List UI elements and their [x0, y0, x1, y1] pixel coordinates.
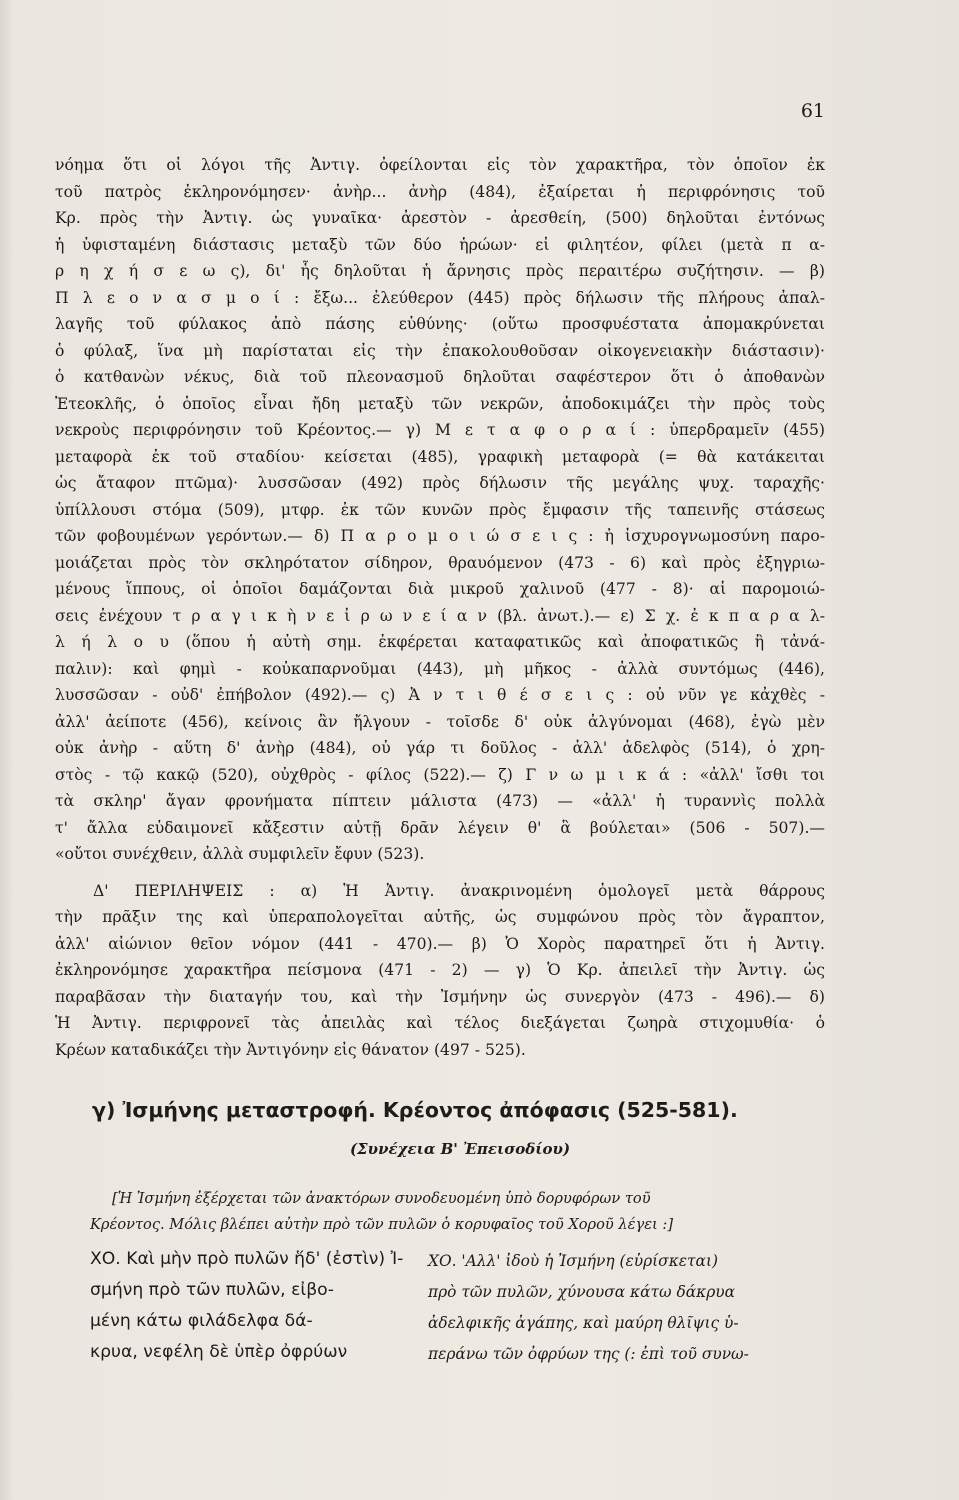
- translation-line: πρὸ τῶν πυλῶν, χύνουσα κάτω δάκρυα: [428, 1283, 735, 1301]
- verse-line: σμήνη πρὸ τῶν πυλῶν, εἰβο-: [90, 1280, 334, 1300]
- text-line: τ' ἄλλα εὐδαιμονεῖ κἄξεστιν αὐτῇ δρᾶν λέγειν θ' ἃ βούλεται» (506 - 507).—: [55, 818, 825, 837]
- stage-direction-line: Κρέοντος. Μόλις βλέπει αὐτὴν πρὸ τῶν πυλῶν ὁ κορυφαῖος τοῦ Χοροῦ λέγει :]: [90, 1216, 674, 1233]
- stage-direction-line: [Ἡ Ἰσμήνη ἐξέρχεται τῶν ἀνακτόρων συνοδευομένη ὑπὸ δορυφόρων τοῦ: [112, 1190, 651, 1207]
- text-line: στὸς - τῷ κακῷ (520), οὐχθρὸς - φίλος (522).— ζ) Γ ν ω μ ι κ ά : «ἀλλ' ἴσθι τοι: [55, 765, 825, 784]
- greek-text-column: [90, 1244, 410, 1368]
- translation-column: [428, 1246, 828, 1370]
- summary-line: Κρέων καταδικάζει τὴν Ἀντιγόνην εἰς θάνατον (497 - 525).: [55, 1040, 526, 1059]
- translation-line: ΧΟ. 'Αλλ' ἰδοὺ ἡ Ἰσμήνη (εὑρίσκεται): [428, 1252, 718, 1270]
- text-line: μοιάζεται πρὸς τὸν σκληρότατον σίδηρον, θραυόμενον (473 - 6) καὶ πρὸς ἐξηγριω-: [55, 553, 825, 572]
- text-line: λαγῆς τοῦ φύλακος ἀπὸ πάσης εὐθύνης· (οὕτω προσφυέστατα ἀπομακρύνεται: [55, 315, 825, 333]
- summary-line: Ἡ Ἀντιγ. περιφρονεῖ τὰς ἀπειλὰς καὶ τέλος διεξάγεται ζωηρὰ στιχομυθία· ὁ: [55, 1014, 825, 1032]
- text-line: νεκροὺς περιφρόνησιν τοῦ Κρέοντος.— γ) Μ ε τ α φ ο ρ α ί : ὑπερδραμεῖν (455): [55, 421, 825, 439]
- verse-line: μένη κάτω φιλάδελφα δά-: [90, 1311, 313, 1331]
- commentary-text: [55, 152, 825, 1063]
- text-line: μένους ἵππους, οἱ ὁποῖοι δαμάζονται διὰ μικροῦ χαλινοῦ (477 - 8)· αἱ παρομοιώ-: [55, 580, 825, 598]
- verse-line: ΧΟ. Καὶ μὴν πρὸ πυλῶν ἥδ' (ἐστὶν) Ἰ-: [90, 1249, 404, 1269]
- text-line: λ ή λ ο υ (ὅπου ἡ αὐτὴ σημ. ἐκφέρεται καταφατικῶς καὶ ἀποφατικῶς ἢ τἀνά-: [55, 633, 825, 651]
- text-line: ρ η χ ή σ ε ω ς), δι' ἧς δηλοῦται ἡ ἄρνησις πρὸς περαιτέρω συζήτησιν. — β): [55, 262, 825, 280]
- text-line: μεταφορὰ ἐκ τοῦ σταδίου· κείσεται (485), γραφικὴ μεταφορὰ (= θὰ κατάκειται: [55, 447, 825, 466]
- translation-line: ἀδελφικῆς ἀγάπης, καὶ μαύρη θλῖψις ὑ-: [428, 1314, 739, 1332]
- translation-line: περάνω τῶν ὀφρύων της (: ἐπὶ τοῦ συνω-: [428, 1345, 749, 1363]
- text-line: τῶν φοβουμένων γερόντων.— δ) Π α ρ ο μ ο ι ώ σ ε ι ς : ἡ ἰσχυρογνωμοσύνη παρο-: [55, 527, 825, 545]
- text-line: τὰ σκληρ' ἄγαν φρονήματα πίπτειν μάλιστα (473) — «ἀλλ' ἡ τυραννὶς πολλὰ: [55, 792, 825, 810]
- page-number: 61: [800, 100, 825, 122]
- summary-line: παραβᾶσαν τὴν διαταγήν του, καὶ τὴν Ἰσμήνην ὡς συνεργὸν (473 - 496).— δ): [55, 987, 825, 1006]
- text-line: τοῦ πατρὸς ἐκληρονόμησεν· ἀνὴρ... ἀνὴρ (484), ἐξαίρεται ἡ περιφρόνησις τοῦ: [55, 182, 825, 201]
- stage-direction: [90, 1186, 825, 1238]
- section-heading: γ) Ἰσμήνης μεταστροφή. Κρέοντος ἀπόφασις (525-581).: [92, 1098, 738, 1122]
- verse-line: κρυα, νεφέλη δὲ ὑπὲρ ὀφρύων: [90, 1342, 348, 1362]
- summary-line: ἀλλ' αἰώνιον θεῖον νόμον (441 - 470).— β) Ὁ Χορὸς παρατηρεῖ ὅτι ἡ Ἀντιγ.: [55, 934, 825, 953]
- text-line: ὁ κατθανὼν νέκυς, διὰ τοῦ πλεονασμοῦ δηλοῦται σαφέστερον ὅτι ὁ ἀποθανὼν: [55, 368, 825, 386]
- text-line: Π λ ε ο ν α σ μ ο ί : ἔξω... ἐλεύθερον (445) πρὸς δήλωσιν τῆς πλήρους ἀπαλ-: [55, 288, 825, 307]
- text-line: οὐκ ἀνὴρ - αὕτη δ' ἀνὴρ (484), οὐ γάρ τι δοῦλος - ἀλλ' ἀδελφὸς (514), ὁ χρη-: [55, 739, 825, 757]
- summary-line: τὴν πρᾶξιν της καὶ ὑπεραπολογεῖται αὐτῆς, ὡς συμφώνου πρὸς τὸν ἄγραπτον,: [55, 908, 825, 926]
- summary-line: ἐκληρονόμησε χαρακτῆρα πείσμονα (471 - 2) — γ) Ὁ Κρ. ἀπειλεῖ τὴν Ἀντιγ. ὡς: [55, 961, 825, 979]
- summary-line: Δ' ΠΕΡΙΛΗΨΕΙΣ : α) Ἡ Ἀντιγ. ἀνακρινομένη ὁμολογεῖ μετὰ θάρρους: [93, 881, 825, 900]
- text-line: ὡς ἄταφον πτῶμα)· λυσσῶσαν (492) πρὸς δήλωσιν τῆς μεγάλης ψυχ. ταραχῆς·: [55, 474, 825, 492]
- text-line: Ἐτεοκλῆς, ὁ ὁποῖος εἶναι ἤδη μεταξὺ τῶν νεκρῶν, ἀποδοκιμάζει τὴν πρὸς τοὺς: [55, 394, 825, 413]
- text-line: ὁ φύλαξ, ἵνα μὴ παρίσταται εἰς τὴν ἐπακολουθοῦσαν οἰκογενειακὴν διάστασιν)·: [55, 341, 825, 360]
- text-line: παλιν): καὶ φημὶ - κοὐκαπαρνοῦμαι (443), μὴ μῆκος - ἀλλὰ συντόμως (446),: [55, 659, 825, 678]
- text-line: σεις ἐνέχουν τ ρ α γ ι κ ὴ ν ε ἰ ρ ω ν ε ί α ν (βλ. ἀνωτ.).— ε) Σ χ. ἐ κ π α ρ α λ-: [55, 606, 825, 625]
- text-line: Κρ. πρὸς τὴν Ἀντιγ. ὡς γυναῖκα· ἀρεστὸν - ἀρεσθείη, (500) δηλοῦται ἐντόνως: [55, 209, 825, 227]
- text-line: «οὔτοι συνέχθειν, ἀλλὰ συμφιλεῖν ἔφυν (523).: [55, 845, 425, 863]
- text-line: λυσσῶσαν - οὐδ' ἐπήβολον (492).— ς) Ἀ ν τ ι θ έ σ ε ι ς : οὐ νῦν γε κἀχθὲς -: [55, 686, 825, 704]
- section-subheading: (Συνέχεια Β' Ἐπεισοδίου): [349, 1140, 571, 1158]
- text-line: ἡ ὑφισταμένη διάστασις μεταξὺ τῶν δύο ἡρώων· εἰ φιλητέον, φίλει (μετὰ π α-: [55, 235, 825, 254]
- text-line: ἀλλ' ἀείποτε (456), κείνοις ἂν ἤλγουν - τοῖσδε δ' οὐκ ἀλγύνομαι (468), ἐγὼ μὲν: [55, 712, 825, 731]
- text-line: ὑπίλλουσι στόμα (509), μτφρ. ἐκ τῶν κυνῶν πρὸς ἔμφασιν τῆς ταπεινῆς στάσεως: [55, 500, 825, 519]
- text-line: νόημα ὅτι οἱ λόγοι τῆς Ἀντιγ. ὀφείλονται εἰς τὸν χαρακτῆρα, τὸν ὁποῖον ἐκ: [55, 156, 825, 174]
